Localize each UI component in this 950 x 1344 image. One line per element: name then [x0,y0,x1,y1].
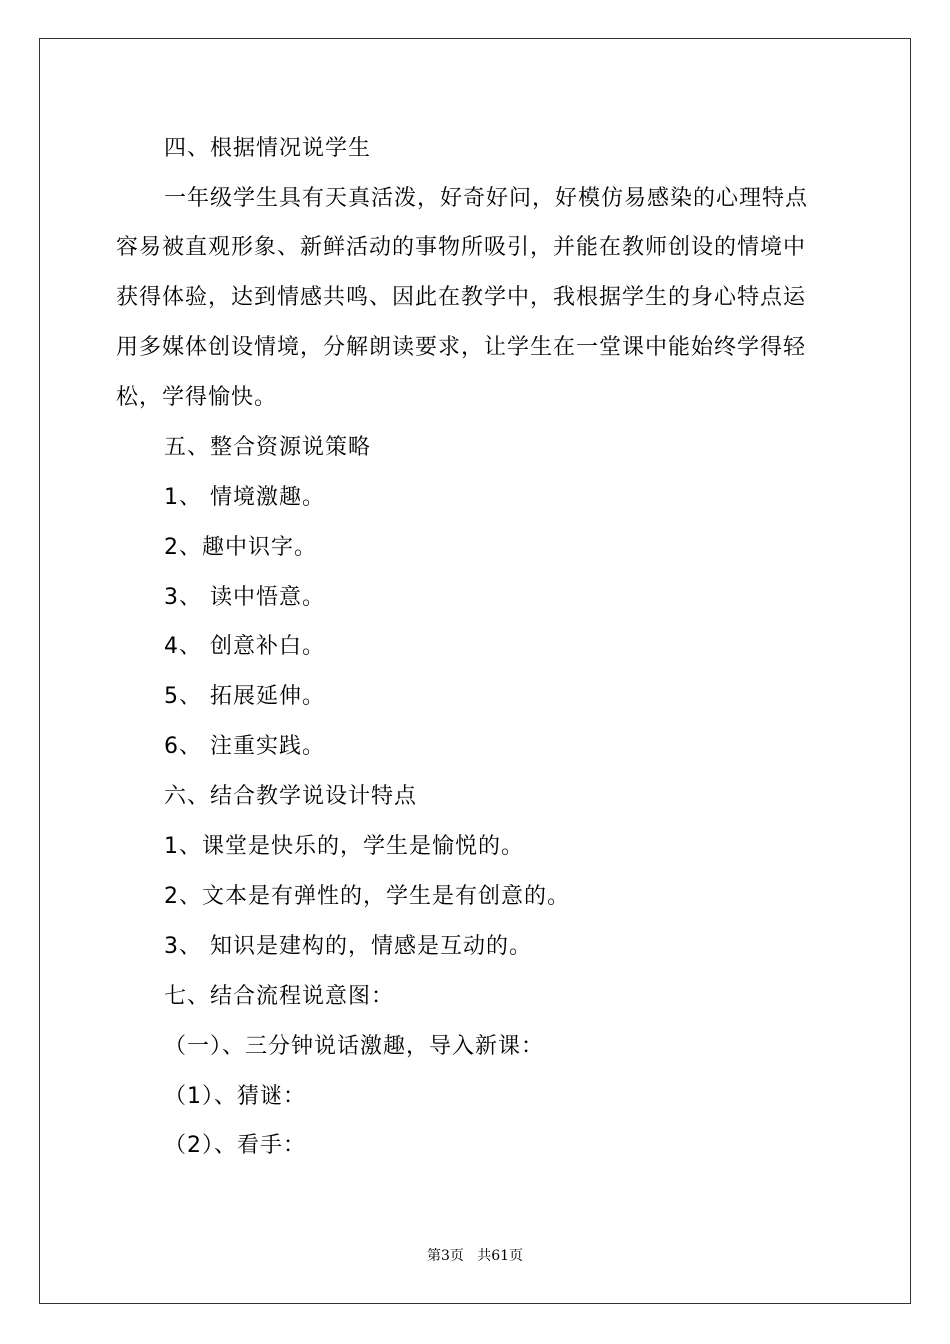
paragraph-line: 一年级学生具有天真活泼，好奇好问，好模仿易感染的心理特点 [164,186,809,211]
paragraph-line: 获得体验，达到情感共鸣、因此在教学中，我根据学生的身心特点运 [116,285,807,310]
paragraph-line: 用多媒体创设情境，分解朗读要求，让学生在一堂课中能始终学得轻 [116,335,807,360]
list-item: 2、趣中识字。 [164,535,317,560]
paragraph-line: 容易被直观形象、新鲜活动的事物所吸引，并能在教师创设的情境中 [116,235,807,260]
list-item: （1）、猜谜： [164,1084,306,1109]
list-item: 3、 读中悟意。 [164,585,325,610]
list-item: 3、 知识是建构的，情感是互动的。 [164,934,532,959]
sub-heading: （一）、三分钟说话激趣，导入新课： [164,1034,545,1059]
list-item: 5、 拓展延伸。 [164,684,325,709]
list-item: 4、 创意补白。 [164,634,325,659]
heading-6: 六、结合教学说设计特点 [164,784,418,809]
list-item: 1、课堂是快乐的，学生是愉悦的。 [164,834,524,859]
page-footer [0,1246,950,1266]
paragraph-line: 松，学得愉快。 [116,385,278,410]
list-item: 6、 注重实践。 [164,734,325,759]
list-item: 1、 情境激趣。 [164,485,325,510]
heading-7: 七、结合流程说意图： [164,984,395,1009]
page-frame [39,38,911,1304]
list-item: （2）、看手： [164,1133,306,1158]
page-number: 第3页 共61页 [426,1248,524,1264]
list-item: 2、文本是有弹性的，学生是有创意的。 [164,884,570,909]
heading-4: 四、根据情况说学生 [164,136,372,161]
heading-5: 五、整合资源说策略 [164,435,372,460]
